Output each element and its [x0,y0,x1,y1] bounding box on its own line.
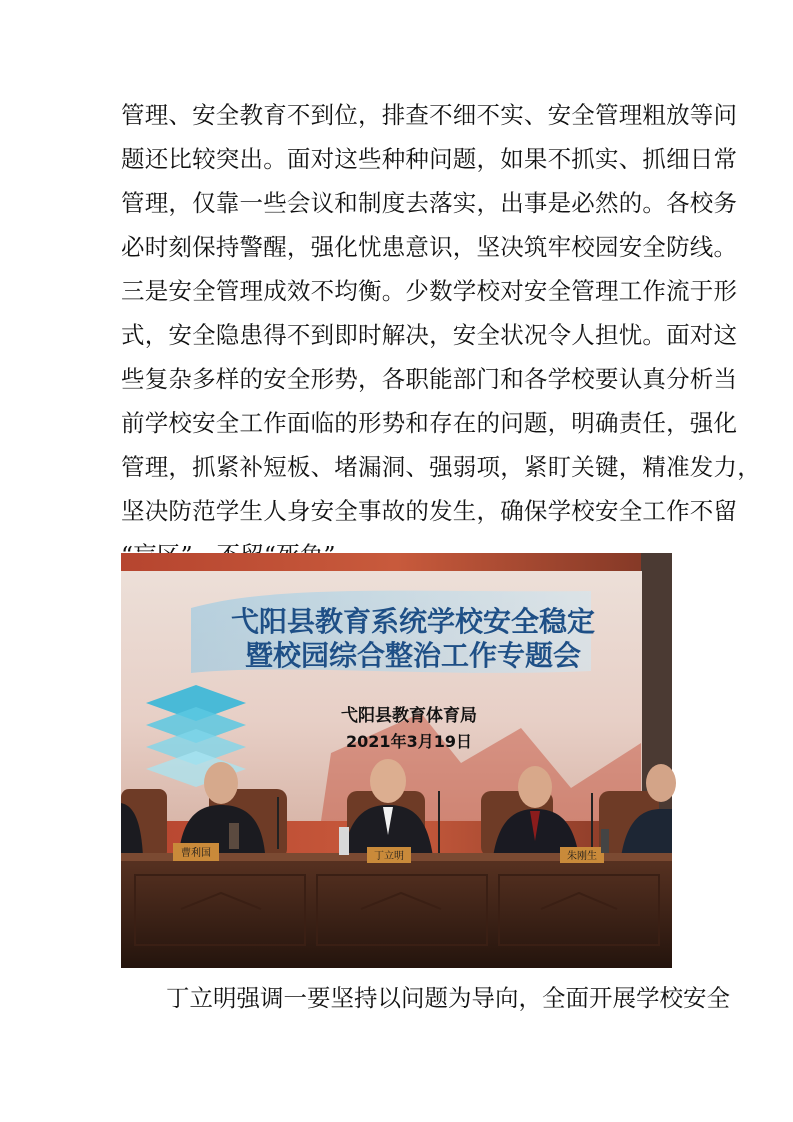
meeting-photo [121,553,672,968]
closing-paragraph [121,976,730,1020]
paragraph-line: 管理，抓紧补短板、堵漏洞、强弱项，紧盯关键，精准发力， [121,453,761,481]
body-paragraph [121,93,761,577]
nameplate-label: 丁立明 [374,851,404,862]
screen-title-line1: 弋阳县教育系统学校安全稳定 [230,605,596,638]
paragraph-line: 管理、安全教育不到位，排查不细不实、安全管理粗放等问 [121,101,738,129]
podium [121,853,672,968]
screen-organization: 弋阳县教育体育局 [341,706,477,726]
paragraph-line: 管理，仅靠一些会议和制度去落实，出事是必然的。各校务 [121,189,738,217]
paragraph-line: 题还比较突出。面对这些种种问题，如果不抓实、抓细日常 [121,145,738,173]
paragraph-line: 三是安全管理成效不均衡。少数学校对安全管理工作流于形 [121,277,738,305]
paragraph-line: 坚决防范学生人身安全事故的发生，确保学校安全工作不留 [121,497,738,525]
nameplate-label: 曹利国 [181,848,211,859]
paragraph-line: 前学校安全工作面临的形势和存在的问题，明确责任，强化 [121,409,738,437]
nameplate-label: 朱刚生 [567,851,597,862]
paragraph-line: 必时刻保持警醒，强化忧患意识，坚决筑牢校园安全防线。 [121,233,738,261]
screen-title-line2: 暨校园综合整治工作专题会 [244,639,582,672]
paragraph-line: 些复杂多样的安全形势，各职能部门和各学校要认真分析当 [121,365,738,393]
screen-date: 2021年3月19日 [346,732,472,751]
paragraph-line: 丁立明强调一要坚持以问题为导向，全面开展学校安全 [166,984,730,1012]
paragraph-line: 式，安全隐患得不到即时解决，安全状况令人担忧。面对这 [121,321,738,349]
